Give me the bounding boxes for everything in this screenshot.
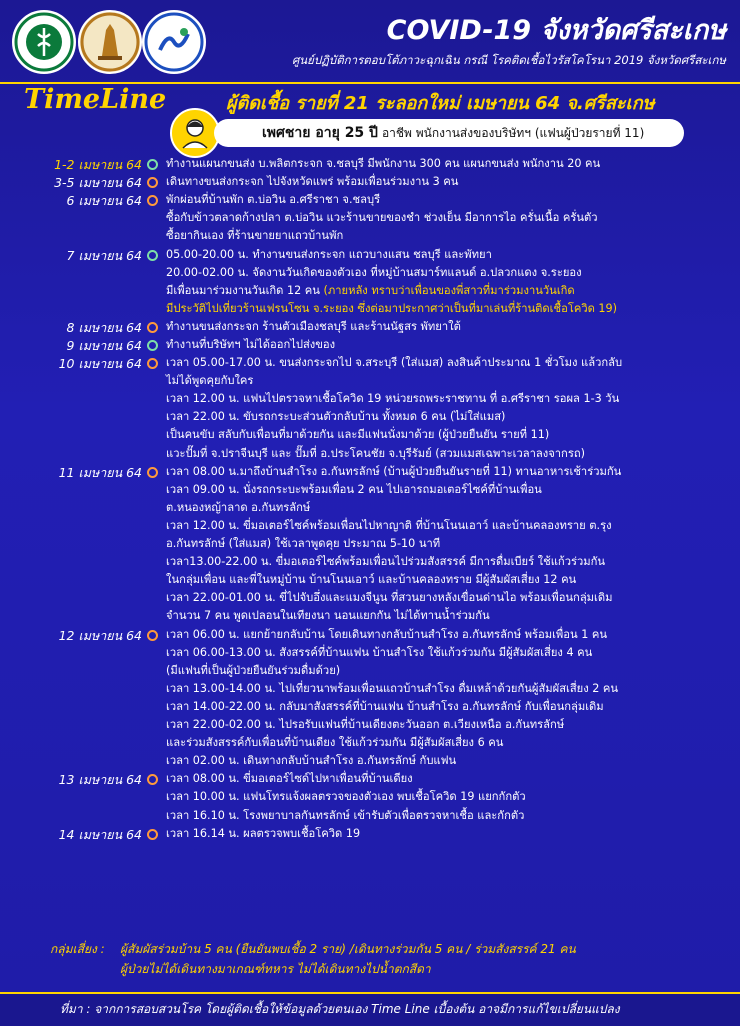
- patient-info-box: [214, 119, 684, 147]
- timeline-line: เวลา 06.00-13.00 น. สังสรรค์ที่บ้านแฟน บ้านสำโรง ใช้แก้วร่วมกัน มีผู้สัมผัสเสี่ยง 4 คน: [166, 645, 593, 659]
- timeline-line: เวลา 06.00 น. แยกย้ายกลับบ้าน โดยเดินทางกลับบ้านสำโรง อ.กันทรลักษ์ พร้อมเพื่อน 1 คน: [166, 627, 608, 641]
- provincial-seal-logo: [78, 10, 142, 74]
- case-title: ผู้ติดเชื้อ รายที่ 21 ระลอกใหม่ เมษายน 64 จ.ศรีสะเกษ: [226, 93, 655, 114]
- timeline-line: เวลา 16.14 น. ผลตรวจพบเชื้อโควิด 19: [166, 826, 361, 840]
- timeline-dot-icon: [147, 829, 158, 840]
- timeline-entry: [0, 191, 740, 245]
- timeline-entry: [0, 318, 740, 336]
- patient-avatar-icon: [170, 108, 220, 158]
- timeline-entry: [0, 155, 740, 173]
- timeline-date: 10 เมษายน 64: [58, 356, 142, 372]
- timeline-line: เวลา 05.00-17.00 น. ขนส่งกระจกไป จ.สระบุรี (ใส่แมส) ลงสินค้าประมาณ 1 ชั่วโมง แล้วกลับ: [166, 356, 623, 370]
- timeline-entry: [0, 336, 740, 354]
- timeline-line: เวลา 16.10 น. โรงพยาบาลกันทรลักษ์ เข้ารับตัวเพื่อตรวจหาเชื้อ และกักตัว: [166, 808, 525, 822]
- timeline-dot-icon: [147, 340, 158, 351]
- timeline-line: มีประวัติไปเที่ยวร้านเฟรนโซน จ.ระยอง ซึ่งต่อมาประกาศว่าเป็นที่มาเล่นที่ร้านติดเชื้อโควิด 19): [166, 301, 618, 315]
- timeline-line: ซื้อยากินเอง ที่ร้านขายยาแถวบ้านพัก: [166, 229, 344, 243]
- timeline-line: ไม่ได้พูดคุยกับใคร: [166, 374, 254, 388]
- timeline-date: 8 เมษายน 64: [66, 319, 142, 335]
- timeline-date: 7 เมษายน 64: [66, 247, 142, 263]
- timeline-dot-icon: [147, 358, 158, 369]
- timeline-line: จำนวน 7 คน พูดเปลอนในเทียงนา นอนแยกกัน ไม่ได้ทานน้ำร่วมกัน: [166, 609, 490, 623]
- timeline-line: เวลา 22.00-01.00 น. ขี่ไปจับอึ่งและแมงจีนูน ที่สวนยางหลังเขื่อนด่านไอ พร้อมเพื่อนกลุ่มเดิม: [166, 591, 613, 605]
- footer: [0, 992, 740, 1026]
- timeline-dot-icon: [147, 250, 158, 261]
- timeline-line: ทำงานที่บริษัทฯ ไม่ได้ออกไปส่งของ: [166, 338, 336, 351]
- timeline-date: 1-2 เมษายน 64: [54, 157, 142, 172]
- timeline-date: 3-5 เมษายน 64: [54, 175, 142, 191]
- timeline-line: เดินทางขนส่งกระจก ไปจังหวัดแพร่ พร้อมเพื่อนร่วมงาน 3 คน: [166, 175, 459, 189]
- timeline-date: 11 เมษายน 64: [58, 464, 142, 480]
- timeline-dot-icon: [147, 467, 158, 478]
- timeline-label: TimeLine: [24, 84, 167, 115]
- timeline-dot-icon: [147, 195, 158, 206]
- timeline-line: เวลา 22.00 น. ขับรถกระบะส่วนตัวกลับบ้าน ทั้งหมด 6 คน (ไม่ใส่แมส): [166, 410, 506, 424]
- timeline-line: เวลา 09.00 น. นั่งรถกระบะพร้อมเพื่อน 2 คน ไปเอารถมอเตอร์ไซค์ที่บ้านเพื่อน: [166, 482, 542, 496]
- timeline-line-highlight: (ภายหลัง ทราบว่าเพื่อนของพี่สาวที่มาร่วมงานวันเกิด: [319, 283, 575, 297]
- risk-label: กลุ่มเสี่ยง :: [50, 942, 105, 956]
- page-title: COVID-19 จังหวัดศรีสะเกษ: [386, 15, 726, 46]
- timeline-line: เวลา 08.00 น. ขี่มอเตอร์ไซด์ไปหาเพื่อนที่บ้านเดียง: [166, 772, 413, 786]
- timeline-line: พักผ่อนที่บ้านพัก ต.บ่อวิน อ.ศรีราชา จ.ชลบุรี: [166, 193, 381, 207]
- timeline-dot-icon: [147, 177, 158, 188]
- timeline-line: 20.00-02.00 น. จัดงานวันเกิดของตัวเอง ที่หมู่บ้านสมาร์ทแลนด์ อ.ปลวกแดง จ.ระยอง: [166, 265, 582, 279]
- risk-line-2: ผู้ป่วยไม่ได้เดินทางมาเกณฑ์ทหาร ไม่ได้เดินทางไปน้ำตกสีดา: [120, 962, 431, 976]
- timeline-line: เวลา 14.00-22.00 น. กลับมาสังสรรค์ที่บ้านแฟน บ้านสำโรง อ.กันทรลักษ์ กับเพื่อนกลุ่มเดิม: [166, 699, 604, 713]
- timeline-line: เวลา 02.00 น. เดินทางกลับบ้านสำโรง อ.กันทรลักษ์ กับแฟน: [166, 754, 457, 768]
- timeline-line: เวลา 10.00 น. แฟนโทรแจ้งผลตรวจของตัวเอง พบเชื้อโควิด 19 แยกกักตัว: [166, 790, 526, 804]
- timeline-line: ทำงานแผนกขนส่ง บ.พลิตกระจก จ.ชลบุรี มีพนักงาน 300 คน แผนกขนส่ง พนักงาน 20 คน: [166, 157, 601, 170]
- timeline-entry: [0, 246, 740, 318]
- timeline-entry: [0, 626, 740, 771]
- footer-source: ที่มา : จากการสอบสวนโรค โดยผู้ติดเชื้อให้ข้อมูลด้วยตนเอง Time Line เบื้องต้น อาจมีการแก้ไขเปลี่ยนแปลง: [60, 1002, 620, 1016]
- timeline-line: [166, 282, 575, 300]
- timeline-date: 12 เมษายน 64: [58, 627, 142, 643]
- timeline-line: ซื้อกับข้าวตลาดก้างปลา ต.บ่อวิน แวะร้านขายของชำ ช่วงเย็น มีอาการไอ ครั่นเนื้อ ครั่นตัว: [166, 211, 598, 225]
- timeline-entry: [0, 463, 740, 626]
- timeline-line: เป็นคนขับ สลับกับเพื่อนที่มาด้วยกัน และมีแฟนนั่งมาด้วย (ผู้ป่วยยืนยัน รายที่ 11): [166, 428, 550, 442]
- timeline-entry: [0, 354, 740, 463]
- timeline-line: ต.หนองหญ้าลาด อ.กันทรลักษ์: [166, 500, 311, 514]
- timeline-date: 14 เมษายน 64: [58, 826, 142, 842]
- timeline-line: ในกลุ่มเพื่อน และพี่ในหมู่บ้าน บ้านโนนเอาว์ และบ้านคลองทราย มีผู้สัมผัสเสี่ยง 12 คน: [166, 573, 577, 587]
- timeline-dot-icon: [147, 774, 158, 785]
- timeline-dot-icon: [147, 630, 158, 641]
- timeline-date: 6 เมษายน 64: [66, 193, 142, 209]
- ministry-of-public-health-logo: [12, 10, 76, 74]
- risk-line-1: ผู้สัมผัสร่วมบ้าน 5 คน (ยืนยันพบเชื้อ 2 ราย) /เดินทางร่วมกัน 5 คน / ร่วมสังสรรค์ 21 คน: [120, 942, 576, 956]
- timeline-line: เวลา 12.00 น. ขี่มอเตอร์ไซค์พร้อมเพื่อนไปหาญาติ ที่บ้านโนนเอาว์ และบ้านคลองทราย ต.รุง: [166, 518, 612, 532]
- patient-gender-age: เพศชาย อายุ 25 ปี: [262, 125, 378, 141]
- timeline-dot-icon: [147, 159, 158, 170]
- header: [0, 0, 740, 86]
- timeline-entry: [0, 173, 740, 191]
- timeline-line: (มีแฟนที่เป็นผู้ป่วยยืนยันร่วมดื่มด้วย): [166, 663, 341, 677]
- page-subtitle: ศูนย์ปฏิบัติการตอบโต้ภาวะฉุกเฉิน กรณี โรคติดเชื้อไวรัสโคโรนา 2019 จังหวัดศรีสะเกษ: [291, 53, 726, 67]
- timeline-line: เวลา13.00-22.00 น. ขี่มอเตอร์ไซค์พร้อมเพื่อนไปร่วมสังสรรค์ มีการดื่มเบียร์ ใช้แก้วร่วมกัน: [166, 555, 606, 569]
- timeline-line: และร่วมสังสรรค์กับเพื่อนที่บ้านเดียง ใช้แก้วร่วมกัน มีผู้สัมผัสเสี่ยง 6 คน: [166, 736, 504, 750]
- timeline-line: เวลา 08.00 น.มาถึงบ้านสำโรง อ.กันทรลักษ์ (บ้านผู้ป่วยยืนยันรายที่ 11) ทานอาหารเช้าร่วมกัน: [166, 464, 622, 478]
- patient-occupation: อาชีพ พนักงานส่งของบริษัทฯ (แฟนผู้ป่วยรายที่ 11): [381, 126, 645, 140]
- timeline-date: 9 เมษายน 64: [66, 338, 142, 353]
- timeline-line: เวลา 13.00-14.00 น. ไปเที่ยวนาพร้อมเพื่อนแถวบ้านสำโรง ดื่มเหล้าด้วยกันผู้สัมผัสเสี่ยง 2 คน: [166, 681, 619, 695]
- timeline-line-text: มีเพื่อนมาร่วมงานวันเกิด 12 คน: [166, 283, 320, 297]
- timeline-line: อ.กันทรลักษ์ (ใส่แมส) ใช้เวลาพูดคุย ประมาณ 5-10 นาที: [166, 537, 441, 551]
- timeline-entry: [0, 825, 740, 843]
- timeline-date: 13 เมษายน 64: [58, 772, 142, 788]
- timeline-entry: [0, 770, 740, 824]
- timeline-line: แวะปั๊มที่ จ.ปราจีนบุรี และ ปั๊มที่ อ.ประโคนชัย จ.บุรีรัมย์ (สวมแมสเฉพาะเวลาลงจากรถ): [166, 446, 585, 460]
- timeline-line: ทำงานขนส่งกระจก ร้านตัวเมืองชลบุรี และร้านนัฐสร พัทยาใต้: [166, 319, 461, 333]
- timeline-line: เวลา 22.00-02.00 น. ไปรอรับแฟนที่บ้านเดียงตะวันออก ต.เวียงเหนือ อ.กันทรลักษ์: [166, 718, 565, 732]
- provincial-health-office-logo: [142, 10, 206, 74]
- timeline-dot-icon: [147, 322, 158, 333]
- timeline-line: เวลา 12.00 น. แฟนไปตรวจหาเชื้อโควิด 19 หน่วยรถพระราชทาน ที่ อ.ศรีราชา รอผล 1-3 วัน: [166, 392, 620, 406]
- timeline-line: 05.00-20.00 น. ทำงานขนส่งกระจก แถวบางแสน ชลบุรี และพัทยา: [166, 247, 492, 261]
